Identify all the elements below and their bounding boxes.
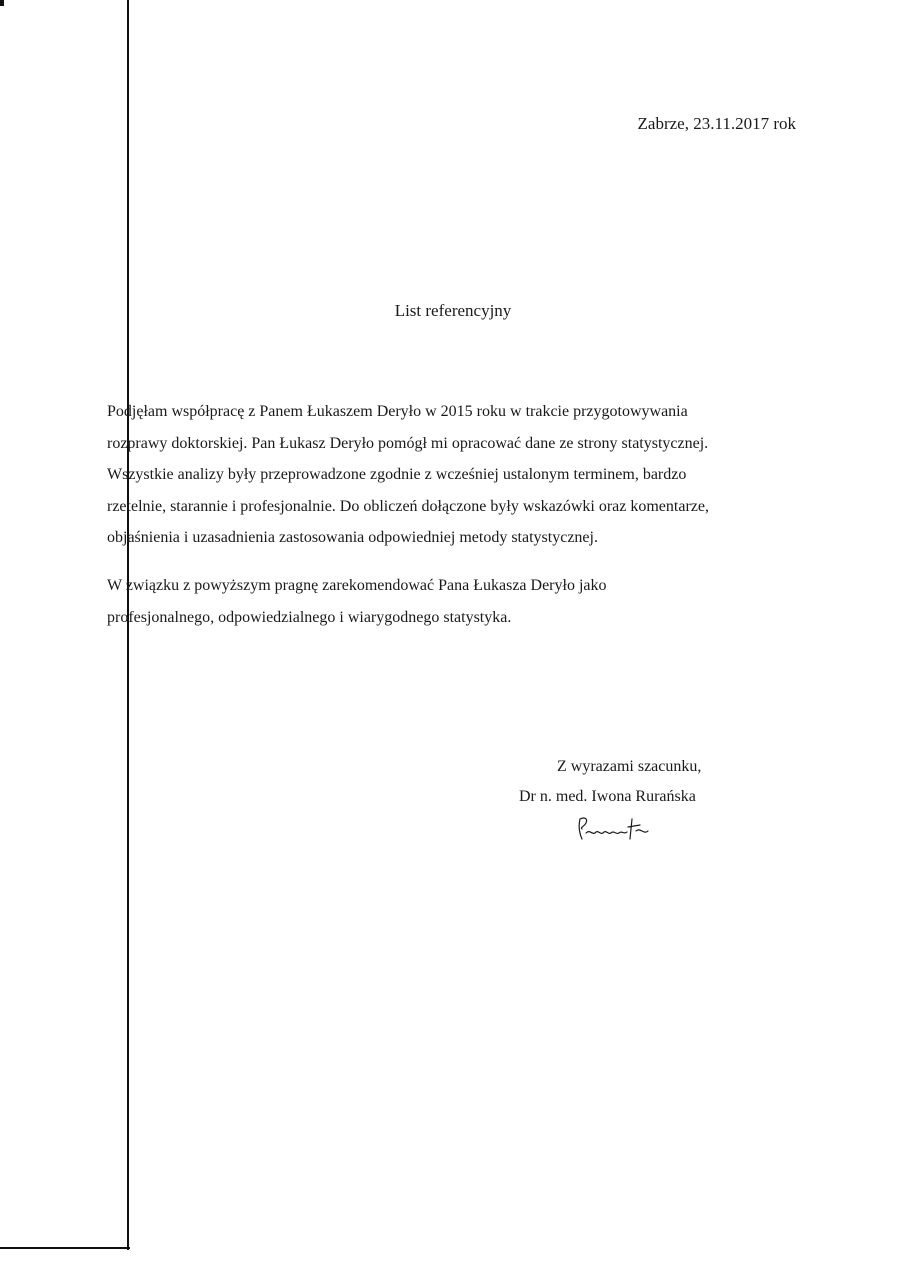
- paragraph-2-line-1: W związku z powyższym pragnę zarekomendować Pana Łukasza Deryło jako: [107, 577, 607, 594]
- paragraph-1: [107, 396, 797, 554]
- scan-artifact-corner: [0, 0, 4, 6]
- paragraph-1-line-5: objaśnienia i uzasadnienia zastosowania odpowiedniej metody statystycznej.: [107, 529, 598, 546]
- signer-name: Dr n. med. Iwona Rurańska: [519, 788, 696, 805]
- paragraph-1-line-3: Wszystkie analizy były przeprowadzone zgodnie z wcześniej ustalonym terminem, bardzo: [107, 466, 687, 483]
- closing-greeting: Z wyrazami szacunku,: [557, 758, 702, 775]
- paragraph-1-line-2: rozprawy doktorskiej. Pan Łukasz Deryło pomógł mi opracować dane ze strony statystycznej.: [107, 434, 709, 452]
- date-line: Zabrze, 23.11.2017 rok: [637, 114, 796, 133]
- paragraph-1-line-1: Podjęłam współpracę z Panem Łukaszem Deryło w 2015 roku w trakcie przygotowywania: [107, 403, 688, 420]
- paragraph-2-line-2: profesjonalnego, odpowiedzialnego i wiarygodnego statystyka.: [107, 608, 512, 626]
- scan-artifact-bottom-line: [0, 1247, 130, 1249]
- closing-block: [519, 752, 701, 812]
- handwritten-signature: [570, 805, 670, 845]
- paragraph-1-line-4: rzetelnie, starannie i profesjonalnie. Do obliczeń dołączone były wskazówki oraz komentarze,: [107, 497, 709, 515]
- paragraph-2: [107, 570, 797, 633]
- letter-title: List referencyjny: [394, 301, 512, 320]
